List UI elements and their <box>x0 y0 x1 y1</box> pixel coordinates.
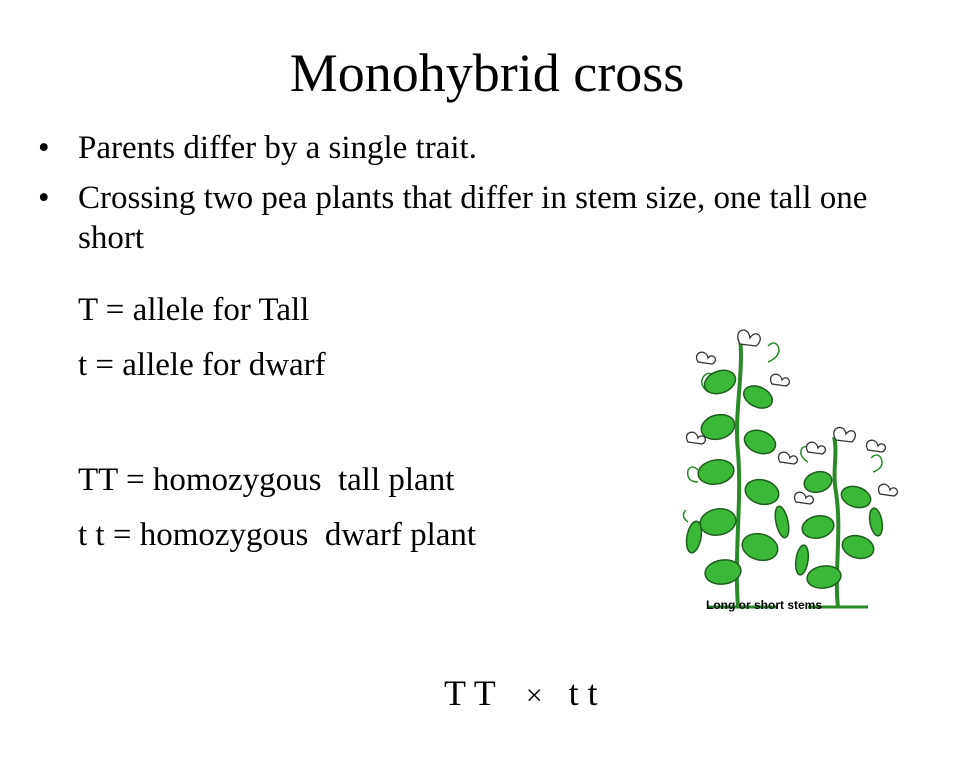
definition-tall-allele: T = allele for Tall <box>78 292 310 328</box>
cross-times-symbol: × <box>525 679 543 712</box>
definition-homozygous-tall: TT = homozygous tall plant <box>78 462 455 498</box>
definition-dwarf-allele: t = allele for dwarf <box>78 347 326 383</box>
slide-title: Monohybrid cross <box>289 43 685 103</box>
bullet-text: Parents differ by a single trait. <box>78 130 477 166</box>
cross-right-genotype: t t <box>568 673 598 713</box>
definition-homozygous-dwarf: t t = homozygous dwarf plant <box>78 517 477 553</box>
cross-notation <box>408 627 598 762</box>
bullet-list <box>38 128 918 268</box>
figure-caption: Long or short stems <box>706 598 823 612</box>
pea-plants-illustration <box>668 322 908 622</box>
bullet-glyph: • <box>38 130 50 166</box>
bullet-text: Crossing two pea plants that differ in stem size, one tall one short <box>78 180 868 256</box>
bullet-item <box>38 128 918 168</box>
cross-left-genotype: T T <box>444 673 496 713</box>
bullet-item <box>38 178 918 258</box>
bullet-glyph: • <box>38 180 50 216</box>
